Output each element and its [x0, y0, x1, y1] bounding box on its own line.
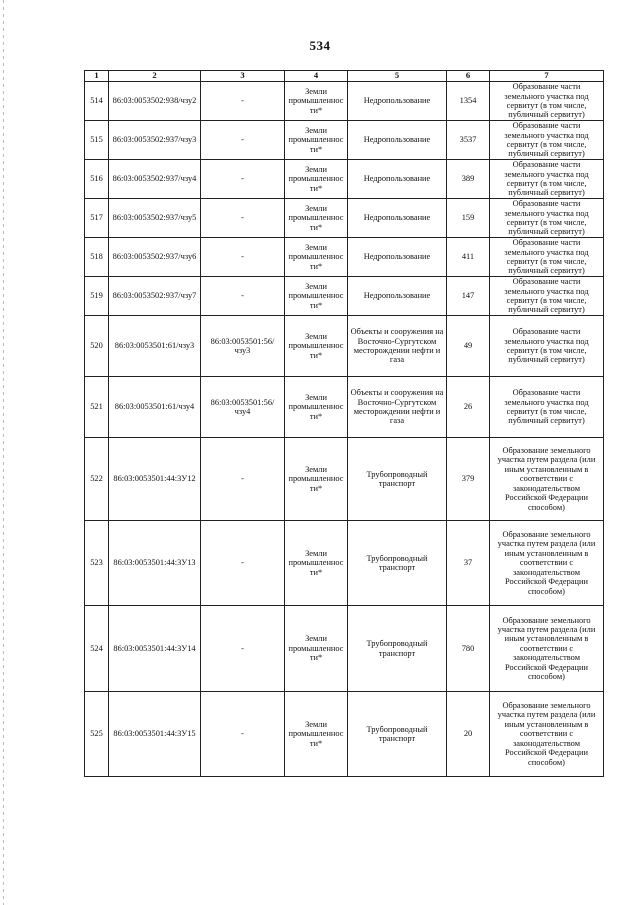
area-cell: 20 [447, 692, 490, 777]
permitted-use-cell: Трубопроводный транспорт [348, 606, 447, 692]
table-row [85, 438, 604, 521]
table-row [85, 199, 604, 238]
formation-method-cell: Образование земельного участка путем раздела (или иным установленным в соответствии с законодательством Российской Федерации способом) [490, 521, 604, 606]
table-row [85, 377, 604, 438]
row-number-cell: 525 [85, 692, 109, 777]
cadastral-number-cell: 86:03:0053502:937/чзу6 [109, 238, 201, 277]
source-plot-cell: - [201, 521, 285, 606]
row-number-cell: 515 [85, 121, 109, 160]
permitted-use-cell: Недропользование [348, 238, 447, 277]
column-header: 5 [348, 71, 447, 82]
row-number-cell: 518 [85, 238, 109, 277]
table-row [85, 238, 604, 277]
cadastral-number-cell: 86:03:0053501:61/чзу3 [109, 316, 201, 377]
land-category-cell: Земли промышленности* [285, 692, 348, 777]
source-plot-cell: - [201, 277, 285, 316]
permitted-use-cell: Трубопроводный транспорт [348, 692, 447, 777]
scan-edge-artifact [3, 0, 4, 905]
area-cell: 37 [447, 521, 490, 606]
formation-method-cell: Образование земельного участка путем раздела (или иным установленным в соответствии с законодательством Российской Федерации способом) [490, 438, 604, 521]
permitted-use-cell: Недропользование [348, 121, 447, 160]
land-category-cell: Земли промышленности* [285, 82, 348, 121]
source-plot-cell: - [201, 82, 285, 121]
table-row [85, 277, 604, 316]
land-category-cell: Земли промышленности* [285, 121, 348, 160]
cadastral-number-cell: 86:03:0053501:44:3У14 [109, 606, 201, 692]
table-row [85, 160, 604, 199]
cadastral-number-cell: 86:03:0053502:937/чзу4 [109, 160, 201, 199]
row-number-cell: 517 [85, 199, 109, 238]
area-cell: 379 [447, 438, 490, 521]
table-row [85, 606, 604, 692]
page-number: 534 [309, 38, 331, 53]
row-number-cell: 520 [85, 316, 109, 377]
column-header: 6 [447, 71, 490, 82]
formation-method-cell: Образование части земельного участка под сервитут (в том числе, публичный сервитут) [490, 277, 604, 316]
formation-method-cell: Образование части земельного участка под сервитут (в том числе, публичный сервитут) [490, 316, 604, 377]
area-cell: 780 [447, 606, 490, 692]
source-plot-cell: 86:03:0053501:56/чзу4 [201, 377, 285, 438]
area-cell: 389 [447, 160, 490, 199]
permitted-use-cell: Недропользование [348, 277, 447, 316]
table-row [85, 692, 604, 777]
cadastral-number-cell: 86:03:0053502:937/чзу7 [109, 277, 201, 316]
cadastral-number-cell: 86:03:0053502:937/чзу5 [109, 199, 201, 238]
permitted-use-cell: Недропользование [348, 82, 447, 121]
permitted-use-cell: Недропользование [348, 160, 447, 199]
area-cell: 411 [447, 238, 490, 277]
cadastral-number-cell: 86:03:0053501:44:3У13 [109, 521, 201, 606]
column-header: 7 [490, 71, 604, 82]
land-plot-table [84, 70, 604, 777]
row-number-cell: 524 [85, 606, 109, 692]
source-plot-cell: 86:03:0053501:56/чзу3 [201, 316, 285, 377]
cadastral-number-cell: 86:03:0053502:937/чзу3 [109, 121, 201, 160]
formation-method-cell: Образование части земельного участка под сервитут (в том числе, публичный сервитут) [490, 377, 604, 438]
table-header-row [85, 71, 604, 82]
source-plot-cell: - [201, 438, 285, 521]
source-plot-cell: - [201, 238, 285, 277]
row-number-cell: 514 [85, 82, 109, 121]
row-number-cell: 521 [85, 377, 109, 438]
column-header: 3 [201, 71, 285, 82]
land-category-cell: Земли промышленности* [285, 521, 348, 606]
land-category-cell: Земли промышленности* [285, 438, 348, 521]
row-number-cell: 519 [85, 277, 109, 316]
table-row [85, 82, 604, 121]
table-row [85, 121, 604, 160]
cadastral-number-cell: 86:03:0053501:61/чзу4 [109, 377, 201, 438]
column-header: 2 [109, 71, 201, 82]
area-cell: 159 [447, 199, 490, 238]
land-category-cell: Земли промышленности* [285, 277, 348, 316]
source-plot-cell: - [201, 199, 285, 238]
column-header: 1 [85, 71, 109, 82]
source-plot-cell: - [201, 606, 285, 692]
land-category-cell: Земли промышленности* [285, 377, 348, 438]
area-cell: 147 [447, 277, 490, 316]
formation-method-cell: Образование части земельного участка под сервитут (в том числе, публичный сервитут) [490, 82, 604, 121]
area-cell: 26 [447, 377, 490, 438]
cadastral-number-cell: 86:03:0053501:44:3У15 [109, 692, 201, 777]
land-category-cell: Земли промышленности* [285, 316, 348, 377]
permitted-use-cell: Недропользование [348, 199, 447, 238]
row-number-cell: 523 [85, 521, 109, 606]
land-category-cell: Земли промышленности* [285, 199, 348, 238]
source-plot-cell: - [201, 121, 285, 160]
formation-method-cell: Образование земельного участка путем раздела (или иным установленным в соответствии с законодательством Российской Федерации способом) [490, 692, 604, 777]
land-category-cell: Земли промышленности* [285, 606, 348, 692]
cadastral-number-cell: 86:03:0053502:938/чзу2 [109, 82, 201, 121]
formation-method-cell: Образование части земельного участка под сервитут (в том числе, публичный сервитут) [490, 199, 604, 238]
land-category-cell: Земли промышленности* [285, 160, 348, 199]
row-number-cell: 516 [85, 160, 109, 199]
formation-method-cell: Образование части земельного участка под сервитут (в том числе, публичный сервитут) [490, 160, 604, 199]
table-row [85, 521, 604, 606]
permitted-use-cell: Трубопроводный транспорт [348, 521, 447, 606]
formation-method-cell: Образование земельного участка путем раздела (или иным установленным в соответствии с законодательством Российской Федерации способом) [490, 606, 604, 692]
area-cell: 3537 [447, 121, 490, 160]
land-category-cell: Земли промышленности* [285, 238, 348, 277]
formation-method-cell: Образование части земельного участка под сервитут (в том числе, публичный сервитут) [490, 121, 604, 160]
table-row [85, 316, 604, 377]
area-cell: 49 [447, 316, 490, 377]
cadastral-number-cell: 86:03:0053501:44:3У12 [109, 438, 201, 521]
area-cell: 1354 [447, 82, 490, 121]
source-plot-cell: - [201, 160, 285, 199]
permitted-use-cell: Объекты и сооружения на Восточно-Сургутском месторождении нефти и газа [348, 316, 447, 377]
formation-method-cell: Образование части земельного участка под сервитут (в том числе, публичный сервитут) [490, 238, 604, 277]
row-number-cell: 522 [85, 438, 109, 521]
column-header: 4 [285, 71, 348, 82]
permitted-use-cell: Трубопроводный транспорт [348, 438, 447, 521]
permitted-use-cell: Объекты и сооружения на Восточно-Сургутском месторождении нефти и газа [348, 377, 447, 438]
source-plot-cell: - [201, 692, 285, 777]
